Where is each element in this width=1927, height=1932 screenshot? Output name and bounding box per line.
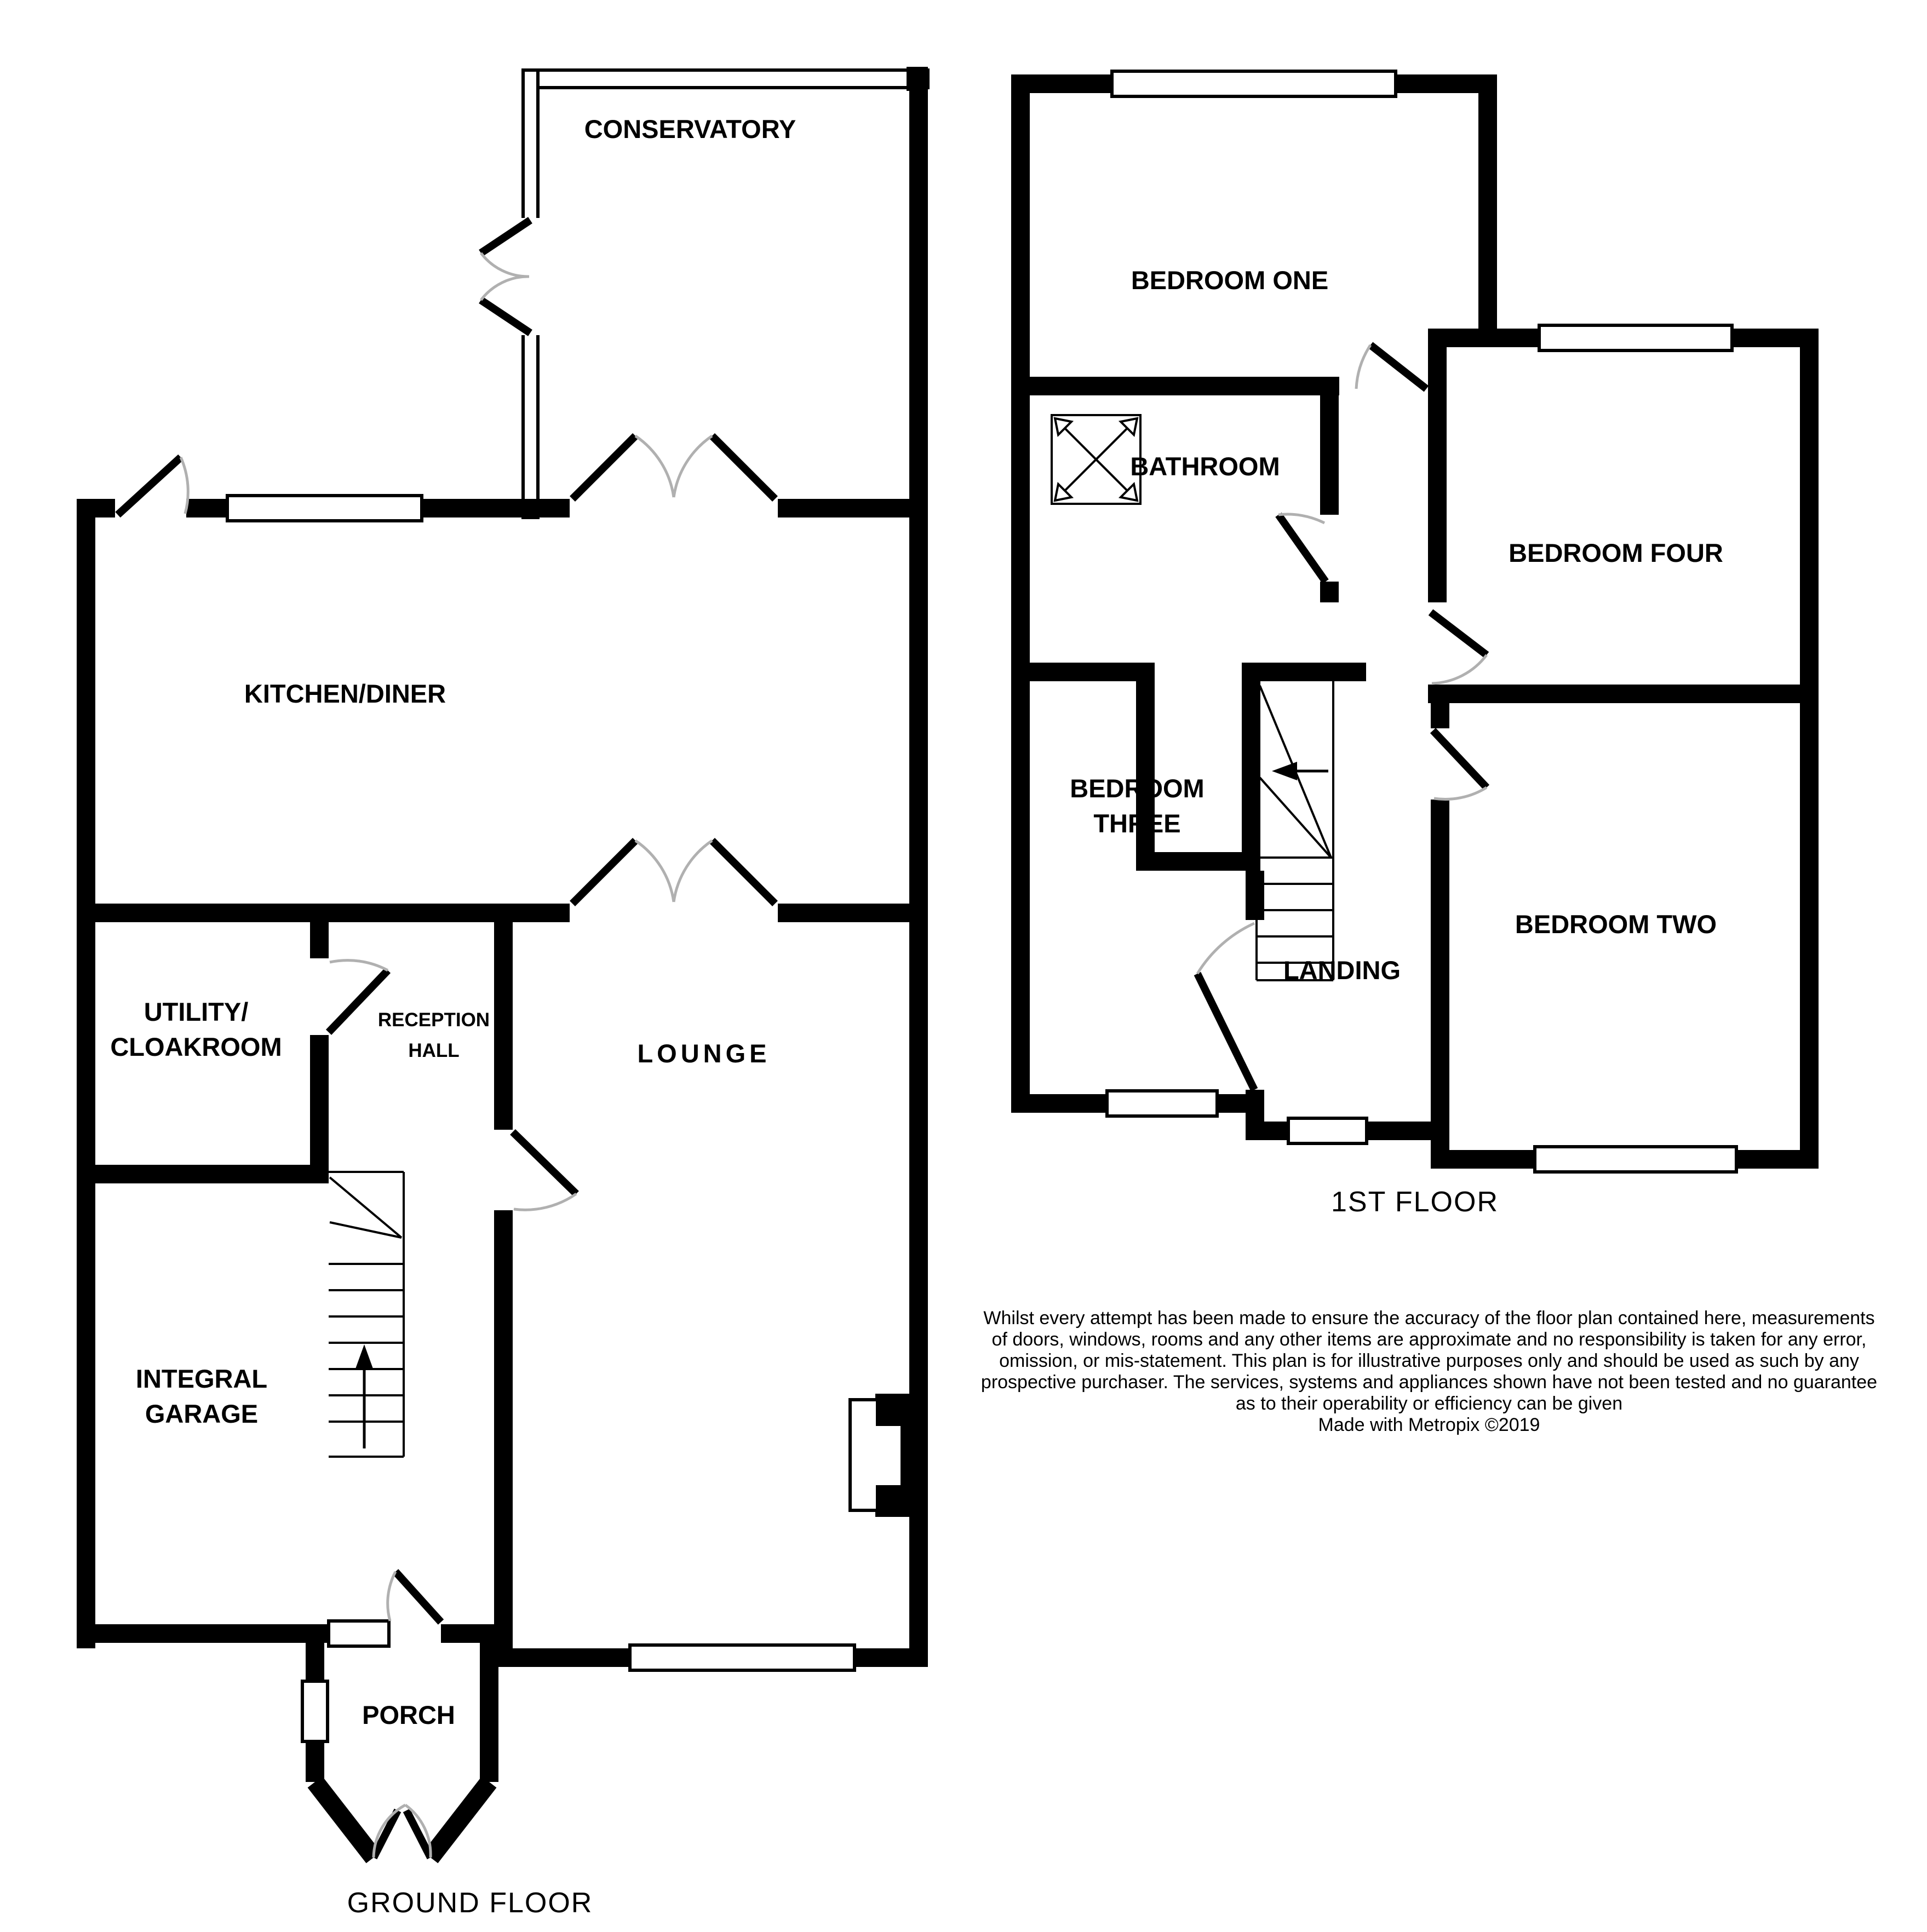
ff-right-wall [1800,347,1819,1169]
room-label-kitchen-diner: KITCHEN/DINER [244,679,446,708]
bedroom-one-window [1112,71,1396,96]
ff-left-wall [1011,74,1030,1113]
shower-cross-icon [1052,415,1140,504]
disclaimer-line-1: Whilst every attempt has been made to ensure the accuracy of the floor plan contained here, measurements [983,1308,1875,1329]
room-label-garage-line1: INTEGRAL [135,1364,268,1393]
stairwell-top-wall [1242,663,1366,681]
bedroom-four-window [1539,325,1732,350]
kitchen-lounge-door-gap [570,900,778,925]
porch-bay-wall-left [315,1782,374,1858]
bedroom-two-window [1535,1147,1736,1172]
bedroom-three-right-wall-upper [1246,871,1264,920]
room-label-bedroom-three-line2: THREE [1093,809,1181,838]
room-label-utility-line1: UTILITY/ [144,997,249,1026]
front-door-gap [389,1621,441,1646]
ff-stairs [1257,681,1333,980]
disclaimer-line-6: Made with Metropix ©2019 [1318,1415,1540,1435]
utility-hall-divider [310,904,329,1183]
bedroom-one-right-wall [1478,93,1497,331]
hall-lounge-divider-lower [494,1210,513,1667]
gf-stairs [329,1172,404,1457]
room-label-utility-line2: CLOAKROOM [110,1032,282,1061]
disclaimer-line-5: as to their operability or efficiency can be given [1235,1393,1623,1414]
disclaimer-block [981,1308,1877,1435]
bathroom-top-wall [1011,377,1339,395]
bedroom-three-window [1107,1091,1217,1116]
landing-window [1288,1118,1367,1143]
room-label-conservatory: CONSERVATORY [584,114,796,143]
room-label-lounge: LOUNGE [637,1039,771,1068]
kitchen-conservatory-double-doors [572,436,775,499]
bedroom-two-door [1433,731,1487,799]
bathroom-bottom-wall [1011,663,1155,681]
porch-right-wall [480,1667,498,1782]
front-door [388,1572,441,1622]
gf-left-wall [77,499,95,1648]
disclaimer-line-2: of doors, windows, rooms and any other items are approximate and no responsibility is taken for any error, [991,1329,1867,1350]
hall-lounge-door [513,1132,576,1210]
room-label-reception-line1: RECEPTION [377,1009,490,1031]
cupboard-bottom-wall [1136,852,1260,871]
porch-bay-doors [374,1805,431,1858]
bedroom-four-door [1431,612,1487,683]
room-label-garage-line2: GARAGE [145,1399,259,1428]
porch-side-window [302,1681,328,1741]
disclaimer-line-4: prospective purchaser. The services, systems and appliances shown have not been tested and no guarantee [980,1372,1878,1393]
utility-door-gap [307,958,332,1035]
utility-garage-wall [77,1165,329,1183]
kitchen-top-wall-right [778,499,928,518]
fireplace-inset [875,1426,901,1485]
room-label-reception-line2: HALL [408,1040,460,1061]
bathroom-door [1278,514,1326,582]
kitchen-window [227,496,422,521]
bathroom-right-wall-stub [1320,582,1339,602]
room-label-bedroom-one: BEDROOM ONE [1131,266,1329,295]
bedroom-one-door [1356,345,1426,389]
room-label-porch: PORCH [362,1700,455,1729]
bedroom-two-left-stub [1431,703,1449,728]
room-label-bedroom-two: BEDROOM TWO [1515,910,1717,939]
room-label-bedroom-three-line1: BEDROOM [1070,774,1205,803]
first-floor-caption: 1ST FLOOR [1330,1186,1499,1218]
stairs-direction-arrow [1272,762,1328,780]
room-label-bathroom: BATHROOM [1130,452,1280,481]
room-label-bedroom-four: BEDROOM FOUR [1509,538,1723,567]
bedroom-four-left-wall [1428,329,1447,602]
kitchen-lounge-double-doors [572,841,775,904]
first-floor-plan [1011,71,1819,1218]
ground-floor-plan [77,67,928,1919]
bedroom-two-top-wall [1428,685,1819,703]
porch-bay-wall-right [431,1782,489,1858]
fireplace-hearth [850,1400,878,1510]
room-label-landing: LANDING [1283,956,1401,985]
bedroom-three-door [1197,923,1254,1090]
garage-bottom-wall [77,1624,329,1643]
conservatory-top-glazing [523,70,928,88]
lounge-door-gap [491,1130,516,1210]
disclaimer-line-3: omission, or mis-statement. This plan is for illustrative purposes only and should be used as such by any [999,1350,1859,1371]
ground-floor-caption: GROUND FLOOR [347,1887,593,1919]
porch-top-window [329,1621,389,1646]
bathroom-right-wall [1320,377,1339,515]
kitchen-conservatory-door-gap [570,496,778,521]
bedroom-two-left-wall [1431,800,1449,1122]
lounge-window [630,1645,854,1670]
